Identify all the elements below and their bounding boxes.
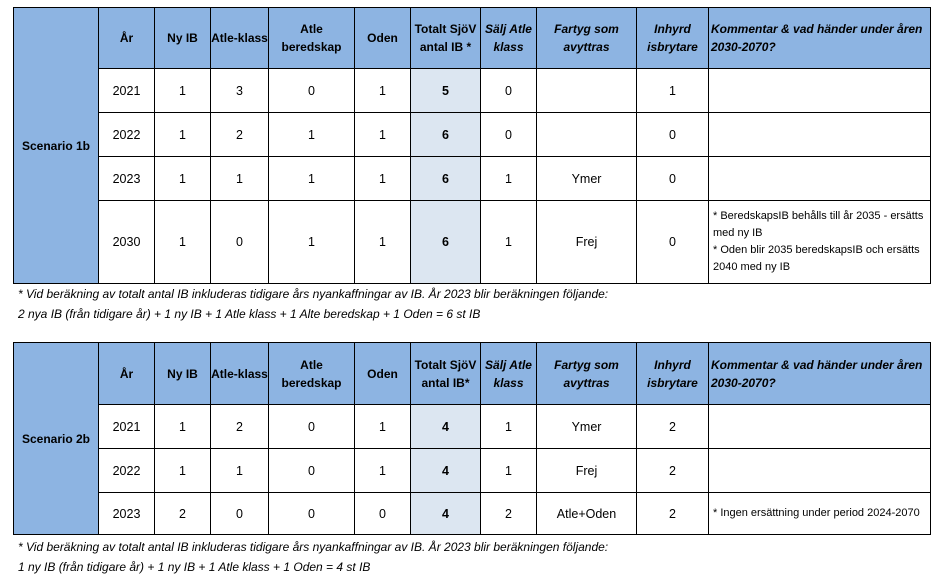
salj-cell: 0 (481, 113, 537, 157)
atle-beredskap-cell: 0 (269, 69, 355, 113)
salj-cell: 1 (481, 405, 537, 449)
year-cell: 2023 (99, 493, 155, 535)
atle-beredskap-cell: 0 (269, 493, 355, 535)
scenario-1b-table (13, 7, 931, 284)
col-header-atle-beredskap: Atle beredskap (269, 8, 355, 69)
comment-line: * Oden blir 2035 beredskapsIB och ersätts 2040 med ny IB (713, 244, 920, 274)
col-header-kommentar: Kommentar & vad händer under åren 2030-2070? (709, 343, 931, 405)
inhyrd-cell: 0 (637, 201, 709, 284)
col-header-kommentar: Kommentar & vad händer under åren 2030-2070? (709, 8, 931, 69)
table-row (14, 449, 931, 493)
ny-ib-cell: 1 (155, 69, 211, 113)
oden-cell: 1 (355, 69, 411, 113)
kommentar-cell (709, 449, 931, 493)
totalt-cell: 6 (411, 157, 481, 201)
kommentar-cell (709, 493, 931, 535)
atle-klass-cell: 0 (211, 201, 269, 284)
inhyrd-cell: 1 (637, 69, 709, 113)
inhyrd-cell: 0 (637, 157, 709, 201)
fartyg-cell (537, 69, 637, 113)
kommentar-cell (709, 157, 931, 201)
col-header-atle-beredskap: Atle beredskap (269, 343, 355, 405)
atle-beredskap-cell: 0 (269, 405, 355, 449)
oden-cell: 1 (355, 201, 411, 284)
col-header-atle-klass: Atle-klass (211, 8, 269, 69)
col-header-year: År (99, 8, 155, 69)
footnote: * Vid beräkning av totalt antal IB inkluderas tidigare års nyankaffningar av IB. År 2023 blir beräkningen följande: (18, 540, 609, 554)
totalt-cell: 4 (411, 493, 481, 535)
table-row (14, 493, 931, 535)
atle-klass-cell: 1 (211, 449, 269, 493)
totalt-cell: 4 (411, 449, 481, 493)
fartyg-cell: Frej (537, 201, 637, 284)
kommentar-cell (709, 69, 931, 113)
comment-line: * Ingen ersättning under period 2024-2070 (713, 506, 920, 519)
comment-line: * BeredskapsIB behålls till år 2035 - ersätts med ny IB (713, 209, 924, 239)
col-header-salj-atle: Sälj Atle klass (481, 8, 537, 69)
year-cell: 2030 (99, 201, 155, 284)
col-header-ny-ib: Ny IB (155, 8, 211, 69)
year-cell: 2022 (99, 449, 155, 493)
atle-beredskap-cell: 1 (269, 201, 355, 284)
year-cell: 2021 (99, 405, 155, 449)
oden-cell: 1 (355, 157, 411, 201)
oden-cell: 0 (355, 493, 411, 535)
oden-cell: 1 (355, 405, 411, 449)
salj-cell: 1 (481, 201, 537, 284)
fartyg-cell: Atle+Oden (537, 493, 637, 535)
atle-klass-cell: 0 (211, 493, 269, 535)
totalt-cell: 4 (411, 405, 481, 449)
fartyg-cell: Ymer (537, 405, 637, 449)
col-header-inhyrd: Inhyrd isbrytare (637, 343, 709, 405)
col-header-fartyg: Fartyg som avyttras (537, 8, 637, 69)
col-header-oden: Oden (355, 8, 411, 69)
col-header-atle-klass: Atle-klass (211, 343, 269, 405)
inhyrd-cell: 2 (637, 493, 709, 535)
scenario-2b-table (13, 342, 931, 535)
ny-ib-cell: 1 (155, 449, 211, 493)
col-header-inhyrd: Inhyrd isbrytare (637, 8, 709, 69)
atle-klass-cell: 1 (211, 157, 269, 201)
ny-ib-cell: 2 (155, 493, 211, 535)
salj-cell: 1 (481, 157, 537, 201)
col-header-year: År (99, 343, 155, 405)
footnote-calculation: 2 nya IB (från tidigare år) + 1 ny IB + 1 Atle klass + 1 Alte beredskap + 1 Oden = 6 st IB (18, 307, 481, 321)
footnote: * Vid beräkning av totalt antal IB inkluderas tidigare års nyankaffningar av IB. År 2023 blir beräkningen följande: (18, 287, 609, 301)
table-row (14, 69, 931, 113)
year-cell: 2022 (99, 113, 155, 157)
header-row (14, 343, 931, 405)
ny-ib-cell: 1 (155, 157, 211, 201)
fartyg-cell: Ymer (537, 157, 637, 201)
kommentar-cell (709, 201, 931, 284)
inhyrd-cell: 0 (637, 113, 709, 157)
totalt-cell: 5 (411, 69, 481, 113)
year-cell: 2023 (99, 157, 155, 201)
table-row (14, 157, 931, 201)
fartyg-cell: Frej (537, 449, 637, 493)
atle-klass-cell: 2 (211, 405, 269, 449)
ny-ib-cell: 1 (155, 201, 211, 284)
ny-ib-cell: 1 (155, 405, 211, 449)
table-row (14, 201, 931, 284)
atle-beredskap-cell: 0 (269, 449, 355, 493)
totalt-cell: 6 (411, 201, 481, 284)
col-header-totalt: Totalt SjöV antal IB * (411, 8, 481, 69)
scenario-label: Scenario 2b (14, 343, 99, 535)
inhyrd-cell: 2 (637, 405, 709, 449)
scenario-label: Scenario 1b (14, 8, 99, 284)
col-header-ny-ib: Ny IB (155, 343, 211, 405)
header-row (14, 8, 931, 69)
atle-beredskap-cell: 1 (269, 157, 355, 201)
col-header-salj-atle: Sälj Atle klass (481, 343, 537, 405)
atle-klass-cell: 2 (211, 113, 269, 157)
salj-cell: 2 (481, 493, 537, 535)
year-cell: 2021 (99, 69, 155, 113)
col-header-oden: Oden (355, 343, 411, 405)
col-header-fartyg: Fartyg som avyttras (537, 343, 637, 405)
table-row (14, 113, 931, 157)
table-row (14, 405, 931, 449)
salj-cell: 0 (481, 69, 537, 113)
fartyg-cell (537, 113, 637, 157)
salj-cell: 1 (481, 449, 537, 493)
oden-cell: 1 (355, 449, 411, 493)
ny-ib-cell: 1 (155, 113, 211, 157)
kommentar-cell (709, 405, 931, 449)
inhyrd-cell: 2 (637, 449, 709, 493)
atle-klass-cell: 3 (211, 69, 269, 113)
col-header-totalt: Totalt SjöV antal IB* (411, 343, 481, 405)
totalt-cell: 6 (411, 113, 481, 157)
kommentar-cell (709, 113, 931, 157)
atle-beredskap-cell: 1 (269, 113, 355, 157)
footnote-calculation: 1 ny IB (från tidigare år) + 1 ny IB + 1 Atle klass + 1 Oden = 4 st IB (18, 560, 371, 574)
oden-cell: 1 (355, 113, 411, 157)
